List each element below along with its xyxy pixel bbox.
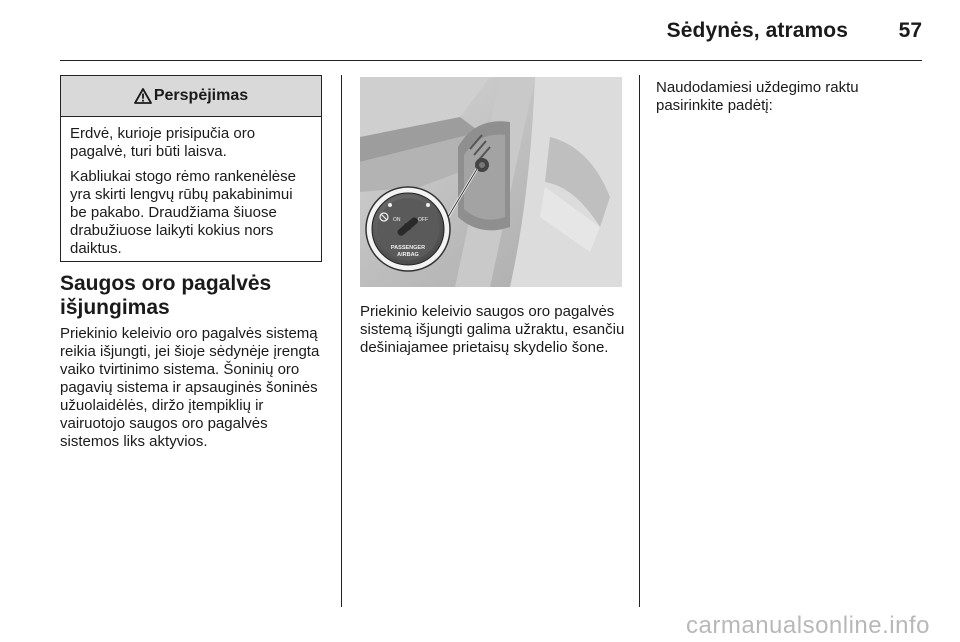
header-divider — [60, 60, 922, 61]
switch-on-label: ON — [393, 217, 401, 223]
warning-header — [61, 76, 321, 117]
page-number: 57 — [898, 19, 922, 42]
watermark: carmanualsonline.info — [686, 612, 930, 639]
right-column-text: Naudodamiesi uždegimo raktu pasirinkite padėtį: — [656, 79, 859, 114]
column-divider-right — [639, 75, 640, 607]
page-header-title: Sėdynės, atramos — [666, 19, 848, 42]
warning-title: Perspėjimas — [153, 87, 249, 104]
section-heading: Saugos oro pagalvės išjungimas — [60, 272, 272, 319]
figure-caption: Priekinio keleivio saugos oro pagalvės sistemą išjungti galima užraktu, esančiu dešiniajamee prietaisų skydelio šone. — [360, 303, 625, 356]
warning-box — [60, 75, 322, 262]
switch-off-label: OFF — [418, 217, 428, 223]
warning-paragraph: Kabliukai stogo rėmo rankenėlėse yra skirti lengvų rūbų pakabinimui be pakabo. Draudžiama šiuose drabužiuose laikyti kokius nors daiktus. — [70, 168, 296, 257]
warning-body — [61, 117, 321, 258]
section-body: Priekinio keleivio oro pagalvės sistemą reikia išjungti, jei šioje sėdynėje įrengta vaiko tvirtinimo sistema. Šoninių oro pagavių sistema ir apsauginės šoninės užuolaidėlės, diržo įtempiklių ir vairuotojo saugos oro pagalvės sistemos liks aktyvios. — [60, 325, 320, 450]
column-divider-left — [341, 75, 342, 607]
warning-paragraph: Erdvė, kurioje prisipučia oro pagalvė, turi būti laisva. — [70, 125, 256, 160]
switch-passenger-label: PASSENGER — [390, 245, 426, 251]
switch-airbag-label: AIRBAG — [397, 252, 419, 258]
airbag-switch-illustration — [360, 77, 622, 287]
warning-triangle-icon — [134, 88, 152, 104]
